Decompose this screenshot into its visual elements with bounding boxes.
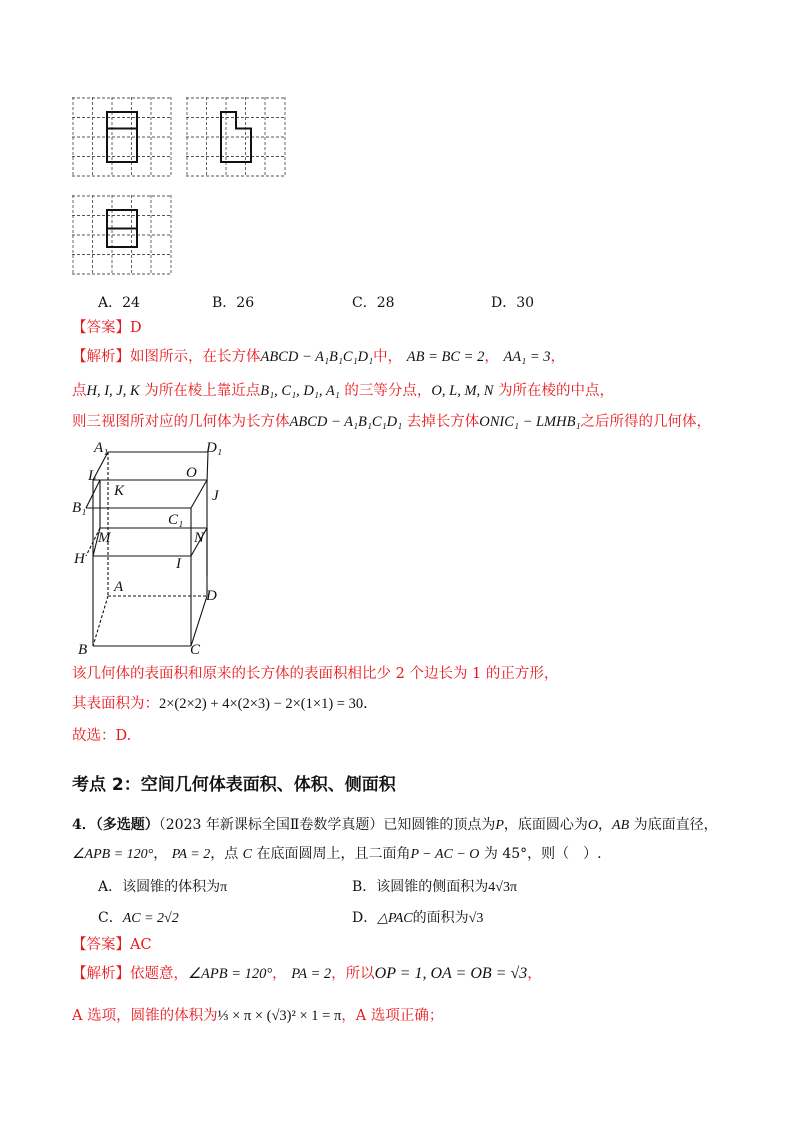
q3-analysis-line-5 [72, 694, 368, 714]
math-eq: P − AC − O [410, 847, 480, 862]
text: 已知圆锥的顶点为 [383, 817, 496, 833]
math-eq: PA = 2 [171, 847, 211, 862]
math-eq: ∠APB = 120° [188, 966, 273, 982]
math: 4√3π [488, 880, 518, 895]
text: 之后所得的几何体， [580, 414, 711, 430]
answer-value: AC [130, 937, 152, 953]
q4-type: （多选题） [95, 817, 159, 833]
q3-option-a: A．24 [98, 295, 140, 311]
q3-option-d: D．30 [491, 295, 535, 311]
label-C1: C₁ [168, 512, 184, 528]
text: 依题意， [130, 966, 188, 982]
q4-option-c [98, 907, 179, 927]
q3-analysis-line-2 [72, 381, 614, 401]
math: △PAC [377, 911, 413, 926]
math-eq: ⅓ × π × (√3)² × 1 = π [217, 1008, 342, 1024]
text: 其表面积为： [72, 696, 159, 712]
edge [191, 480, 207, 508]
text: 的面积为 [412, 910, 469, 926]
text: 的三等分点， [344, 383, 432, 399]
front-view-grid [72, 97, 174, 179]
hidden-edge [93, 596, 108, 646]
q4-analysis-line-1 [72, 964, 542, 984]
math-eq: AA₁ = 3 [503, 349, 551, 365]
math: C [242, 847, 253, 862]
q4-analysis-line-2 [72, 1006, 443, 1026]
label-A: A [114, 579, 124, 595]
math-box: ABCD − A₁B₁C₁D₁ [260, 349, 374, 365]
text: ，点 [210, 846, 239, 862]
text: 中， [373, 349, 403, 365]
edge [191, 596, 207, 646]
answer-tag: 【答案】 [72, 937, 130, 953]
answer-value: D [130, 320, 142, 336]
text: ，A 选项正确； [341, 1008, 444, 1024]
math: AB [612, 818, 630, 833]
label-D1: D₁ [206, 440, 223, 456]
q4-option-b [352, 876, 517, 896]
label-D: D [206, 588, 217, 604]
q4-answer [72, 935, 152, 955]
q4-stem-line-1 [72, 815, 718, 836]
section-heading: 考点 2：空间几何体表面积、体积、侧面积 [72, 775, 396, 795]
q3-analysis-line-3 [72, 412, 711, 432]
text: ， [153, 846, 168, 862]
math: AC = 2√2 [122, 911, 179, 926]
text: 在底面圆周上，且二面角 [256, 846, 411, 862]
q4-option-a [98, 876, 227, 896]
label-O: O [186, 465, 197, 481]
text: ， [272, 966, 287, 982]
q4-option-d [352, 907, 483, 927]
label-C: C [190, 642, 201, 658]
answer-tag: 【答案】 [72, 320, 130, 336]
label-N: N [194, 530, 205, 546]
math-eq: ∠APB = 120° [72, 847, 154, 862]
top-view-grid [72, 195, 174, 277]
text: 为所在棱上靠近点 [144, 383, 261, 399]
text: C． [98, 910, 123, 926]
text: 去掉长方体 [406, 414, 480, 430]
math: O [587, 818, 599, 833]
text: 如图所示，在长方体 [130, 349, 261, 365]
cuboid-figure [70, 436, 240, 658]
math-eq: 2×(2×2) + 4×(2×3) − 2×(1×1) = 30 [159, 696, 364, 712]
label-I: I [176, 556, 181, 572]
label-A1: A₁ [94, 440, 109, 456]
text: 则三视图所对应的几何体为长方体 [72, 414, 290, 430]
math-box: ABCD − A₁B₁C₁D₁ [289, 414, 403, 430]
math-points: O, L, M, N [431, 383, 494, 399]
analysis-tag: 【解析】 [72, 966, 130, 982]
q3-option-c: C．28 [352, 295, 395, 311]
q3-analysis-line-6: 故选：D. [72, 728, 132, 744]
text: B．该圆锥的侧面积为 [352, 879, 489, 895]
label-B: B [78, 642, 88, 658]
q3-analysis-line-1 [72, 347, 565, 367]
text: A 选项，圆锥的体积为 [72, 1008, 218, 1024]
q3-analysis-line-4: 该几何体的表面积和原来的长方体的表面积相比少 2 个边长为 1 的正方形， [72, 666, 559, 682]
text: ， [484, 349, 499, 365]
q3-answer [72, 318, 142, 338]
text: 为底面直径， [633, 817, 718, 833]
label-H: H [74, 551, 85, 567]
text: . [363, 696, 368, 712]
math-eq: OP = 1, OA = OB = √3 [374, 965, 528, 982]
q3-option-b: B．26 [212, 295, 255, 311]
text: ， [550, 349, 565, 365]
math-box: ONIC₁ − LMHB₁ [479, 414, 581, 430]
q4-source: （2023 年新课标全国Ⅱ卷数学真题） [158, 817, 384, 833]
text: ，底面圆心为 [503, 817, 588, 833]
label-B1: B₁ [72, 500, 87, 516]
text: 点 [72, 383, 87, 399]
q4-number: 4． [72, 817, 96, 833]
math-eq: AB = BC = 2 [406, 349, 485, 365]
text: 为 45°，则（ ）. [483, 846, 602, 862]
label-K: K [114, 483, 125, 499]
math-eq: PA = 2 [291, 966, 332, 982]
edge [207, 452, 208, 482]
analysis-tag: 【解析】 [72, 349, 130, 365]
text: ，所以 [331, 966, 375, 982]
label-J: J [212, 488, 219, 504]
math: π [220, 880, 228, 895]
q4-stem-line-2 [72, 844, 602, 865]
math-points: B₁, C₁, D₁, A₁ [260, 383, 340, 399]
math-points: H, I, J, K [86, 383, 140, 399]
label-L: L [88, 468, 97, 484]
text: D． [352, 910, 378, 926]
label-M: M [98, 530, 111, 546]
side-view-grid [186, 97, 288, 179]
text: ， [527, 966, 542, 982]
math: P [495, 818, 504, 833]
text: 为所在棱的中点， [498, 383, 615, 399]
text: A．该圆锥的体积为 [98, 879, 221, 895]
math: √3 [468, 911, 484, 926]
text: ， [598, 817, 613, 833]
